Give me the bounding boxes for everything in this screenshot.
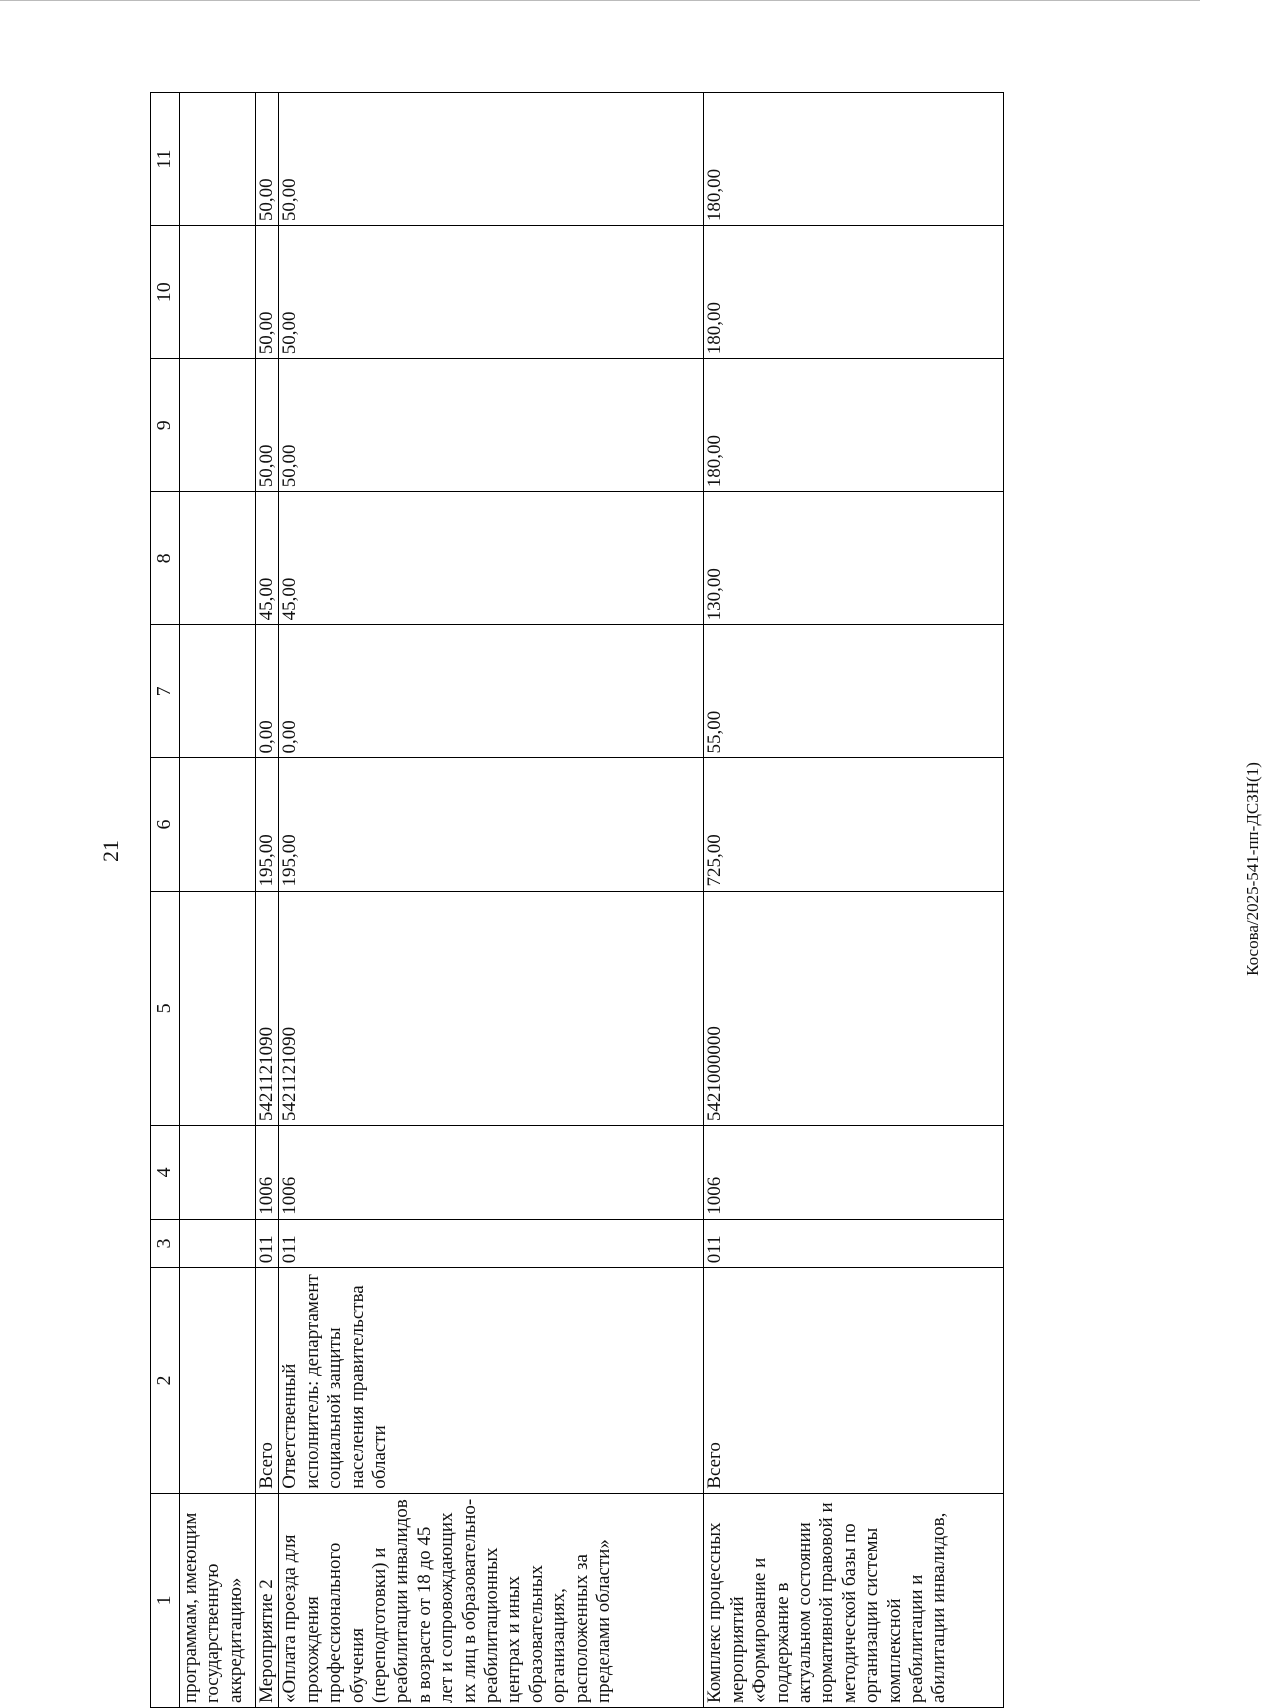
- year-amount-cell: [180, 359, 256, 492]
- year-amount-cell: 180,00: [704, 93, 1004, 226]
- section-code-cell: [180, 1126, 256, 1220]
- column-number: 1: [151, 1493, 180, 1707]
- ministry-code-cell: 011: [704, 1219, 1004, 1267]
- year-amount-cell: 45,00: [256, 492, 279, 625]
- budget-table: [150, 92, 1004, 1708]
- target-article-cell: [180, 891, 256, 1126]
- year-amount-cell: [180, 226, 256, 359]
- year-amount-cell: 50,00: [279, 359, 704, 492]
- ministry-code-cell: 011: [279, 1219, 704, 1267]
- row-title-cell: «Оплата проезда для прохождения профессионального обучения (переподготовки) и реабилитации инвалидов в возрасте от 18 до 45 лет и сопровождающих их лиц в образовательно-реабилитационных центрах и иных образовательных организациях, расположенных за пределами области»: [279, 1493, 704, 1707]
- year-amount-cell: 0,00: [279, 625, 704, 758]
- table-row: [256, 93, 279, 1708]
- responsible-cell: Всего: [704, 1268, 1004, 1494]
- column-number: 3: [151, 1219, 180, 1267]
- column-number: 11: [151, 93, 180, 226]
- column-number: 9: [151, 359, 180, 492]
- table-row: [704, 93, 1004, 1708]
- target-article-cell: 5421121090: [256, 891, 279, 1126]
- year-amount-cell: 55,00: [704, 625, 1004, 758]
- column-number: 6: [151, 758, 180, 891]
- year-amount-cell: [180, 492, 256, 625]
- section-code-cell: 1006: [279, 1126, 704, 1220]
- scan-edge-top: [0, 0, 1200, 1]
- column-number: 5: [151, 891, 180, 1126]
- row-title-cell: Комплекс процессных мероприятий «Формирование и поддержание в актуальном состоянии нормативной правовой и методической базы по организации системы комплексной реабилитации и абилитации инвалидов,: [704, 1493, 1004, 1707]
- year-amount-cell: 0,00: [256, 625, 279, 758]
- column-number-row: [151, 93, 180, 1708]
- year-amount-cell: [180, 93, 256, 226]
- row-title-cell: Мероприятие 2: [256, 1493, 279, 1707]
- column-number: 7: [151, 625, 180, 758]
- year-amount-cell: 180,00: [704, 226, 1004, 359]
- responsible-cell: Всего: [256, 1268, 279, 1494]
- table-row: [180, 93, 256, 1708]
- responsible-cell: [180, 1268, 256, 1494]
- target-article-cell: 5421121090: [279, 891, 704, 1126]
- column-number: 4: [151, 1126, 180, 1220]
- row-title-cell: программам, имеющим государственную аккредитацию»: [180, 1493, 256, 1707]
- year-amount-cell: 50,00: [279, 93, 704, 226]
- total-amount-cell: 725,00: [704, 758, 1004, 891]
- total-amount-cell: 195,00: [279, 758, 704, 891]
- year-amount-cell: 50,00: [256, 226, 279, 359]
- ministry-code-cell: [180, 1219, 256, 1267]
- column-number: 2: [151, 1268, 180, 1494]
- year-amount-cell: 50,00: [279, 226, 704, 359]
- column-number: 8: [151, 492, 180, 625]
- year-amount-cell: 45,00: [279, 492, 704, 625]
- year-amount-cell: 130,00: [704, 492, 1004, 625]
- year-amount-cell: 50,00: [256, 93, 279, 226]
- section-code-cell: 1006: [256, 1126, 279, 1220]
- year-amount-cell: 50,00: [256, 359, 279, 492]
- year-amount-cell: 180,00: [704, 359, 1004, 492]
- column-number: 10: [151, 226, 180, 359]
- page-number: 21: [98, 840, 123, 862]
- year-amount-cell: [180, 625, 256, 758]
- total-amount-cell: [180, 758, 256, 891]
- target-article-cell: 5421000000: [704, 891, 1004, 1126]
- table-row: [279, 93, 704, 1708]
- responsible-cell: Ответственный исполнитель: департамент социальной защиты населения правительства области: [279, 1268, 704, 1494]
- rotated-table-wrapper: [150, 92, 1004, 1708]
- total-amount-cell: 195,00: [256, 758, 279, 891]
- section-code-cell: 1006: [704, 1126, 1004, 1220]
- side-stamp: Косова/2025-541-пп-ДСЗН(1): [1243, 762, 1262, 976]
- ministry-code-cell: 011: [256, 1219, 279, 1267]
